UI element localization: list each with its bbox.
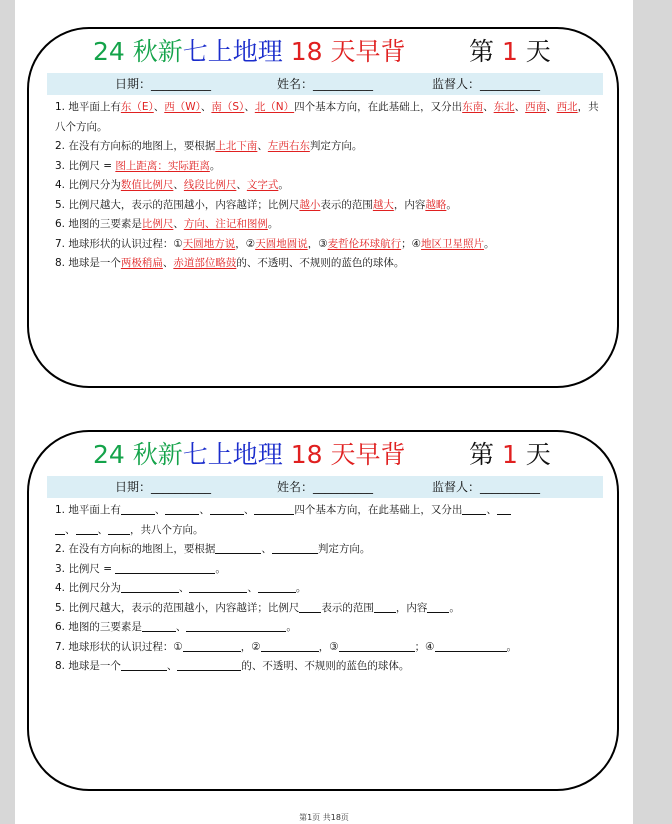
answer-blank[interactable] xyxy=(108,522,130,535)
answer-blank[interactable] xyxy=(142,619,176,632)
answer-blank[interactable] xyxy=(121,658,167,671)
answer-blank[interactable] xyxy=(189,580,247,593)
answer-blank[interactable] xyxy=(254,502,294,515)
question-1: 1. 地平面上有 、 、 、 四个基本方向，在此基础上，又分出 、 、 、 ，共八个方向。 xyxy=(45,501,605,540)
answer-blank[interactable] xyxy=(186,619,286,632)
question-2: 2. 在没有方向标的地图上，要根据 、 判定方向。 xyxy=(55,543,371,555)
answer-blank[interactable] xyxy=(115,561,215,574)
answer-blank[interactable] xyxy=(55,522,65,535)
supervisor-field[interactable]: 监督人：__________ xyxy=(432,480,541,494)
answer-blank[interactable] xyxy=(462,502,486,515)
name-field[interactable]: 姓名：__________ xyxy=(277,480,374,494)
card-title: 24 秋新七上地理 18 天早背 第 1 天 xyxy=(29,35,617,69)
question-6: 6. 地图的三要素是比例尺、方向、注记和图例。 xyxy=(55,218,279,230)
question-3: 3. 比例尺 = 图上距离：实际距离。 xyxy=(55,159,221,172)
blank-card xyxy=(27,430,619,791)
answer-blank[interactable] xyxy=(299,600,321,613)
answer-blank[interactable] xyxy=(272,541,318,554)
answer-blank[interactable] xyxy=(497,502,511,515)
answer-blank[interactable] xyxy=(427,600,449,613)
question-3: 3. 比例尺 = 。 xyxy=(55,562,226,575)
document-page xyxy=(15,0,633,824)
question-2: 2. 在没有方向标的地图上，要根据上北下南、左西右东判定方向。 xyxy=(55,140,363,152)
answer-blank[interactable] xyxy=(261,639,319,652)
question-4: 4. 比例尺分为 、 、 。 xyxy=(55,582,307,594)
question-5: 5. 比例尺越大，表示的范围越小，内容越详；比例尺 表示的范围 ，内容 。 xyxy=(55,601,460,614)
question-8: 8. 地球是一个 、 的、不透明、不规则的蓝色的球体。 xyxy=(55,660,410,672)
answer-blank[interactable] xyxy=(177,658,241,671)
page-footer: 第1页 共18页 xyxy=(299,813,349,822)
card-title: 24 秋新七上地理 18 天早背 第 1 天 xyxy=(29,438,617,472)
name-field: 姓名：__________ xyxy=(277,77,374,91)
day-label: 第 1 天 xyxy=(469,37,551,66)
answer-blank[interactable] xyxy=(121,502,155,515)
question-5: 5. 比例尺越大，表示的范围越小，内容越详；比例尺越小表示的范围越大，内容越略。 xyxy=(55,198,457,211)
question-list xyxy=(45,98,605,274)
answer-blank[interactable] xyxy=(210,502,244,515)
answer-blank[interactable] xyxy=(121,580,179,593)
answer-blank[interactable] xyxy=(215,541,261,554)
answer-blank[interactable] xyxy=(76,522,98,535)
question-7: 7. 地球形状的认识过程：① ，② ，③ ；④ 。 xyxy=(55,640,518,653)
question-4: 4. 比例尺分为数值比例尺、线段比例尺、文字式。 xyxy=(55,179,289,191)
question-list xyxy=(45,501,605,677)
supervisor-field: 监督人：__________ xyxy=(432,77,541,91)
answer-card xyxy=(27,27,619,388)
question-8: 8. 地球是一个两极稍扁、赤道部位略鼓的、不透明、不规则的蓝色的球体。 xyxy=(55,257,405,269)
answer-blank[interactable] xyxy=(258,580,296,593)
day-label: 第 1 天 xyxy=(469,440,551,469)
answer-blank[interactable] xyxy=(183,639,241,652)
answer-blank[interactable] xyxy=(165,502,199,515)
date-field[interactable]: 日期：__________ xyxy=(115,480,212,494)
answer-blank[interactable] xyxy=(374,600,396,613)
question-1: 1. 地平面上有东（E）、西（W）、南（S）、北（N）四个基本方向，在此基础上，又分出东南、东北、西南、西北，共八个方向。 xyxy=(55,101,599,133)
question-7: 7. 地球形状的认识过程：①天圆地方说，②天圆地圆说，③麦哲伦环球航行；④地区卫星照片。 xyxy=(55,237,495,250)
answer-blank[interactable] xyxy=(339,639,415,652)
question-6: 6. 地图的三要素是 、 。 xyxy=(55,621,297,633)
answer-blank[interactable] xyxy=(435,639,507,652)
info-bar xyxy=(47,73,603,95)
date-field: 日期：__________ xyxy=(115,77,212,91)
info-bar xyxy=(47,476,603,498)
